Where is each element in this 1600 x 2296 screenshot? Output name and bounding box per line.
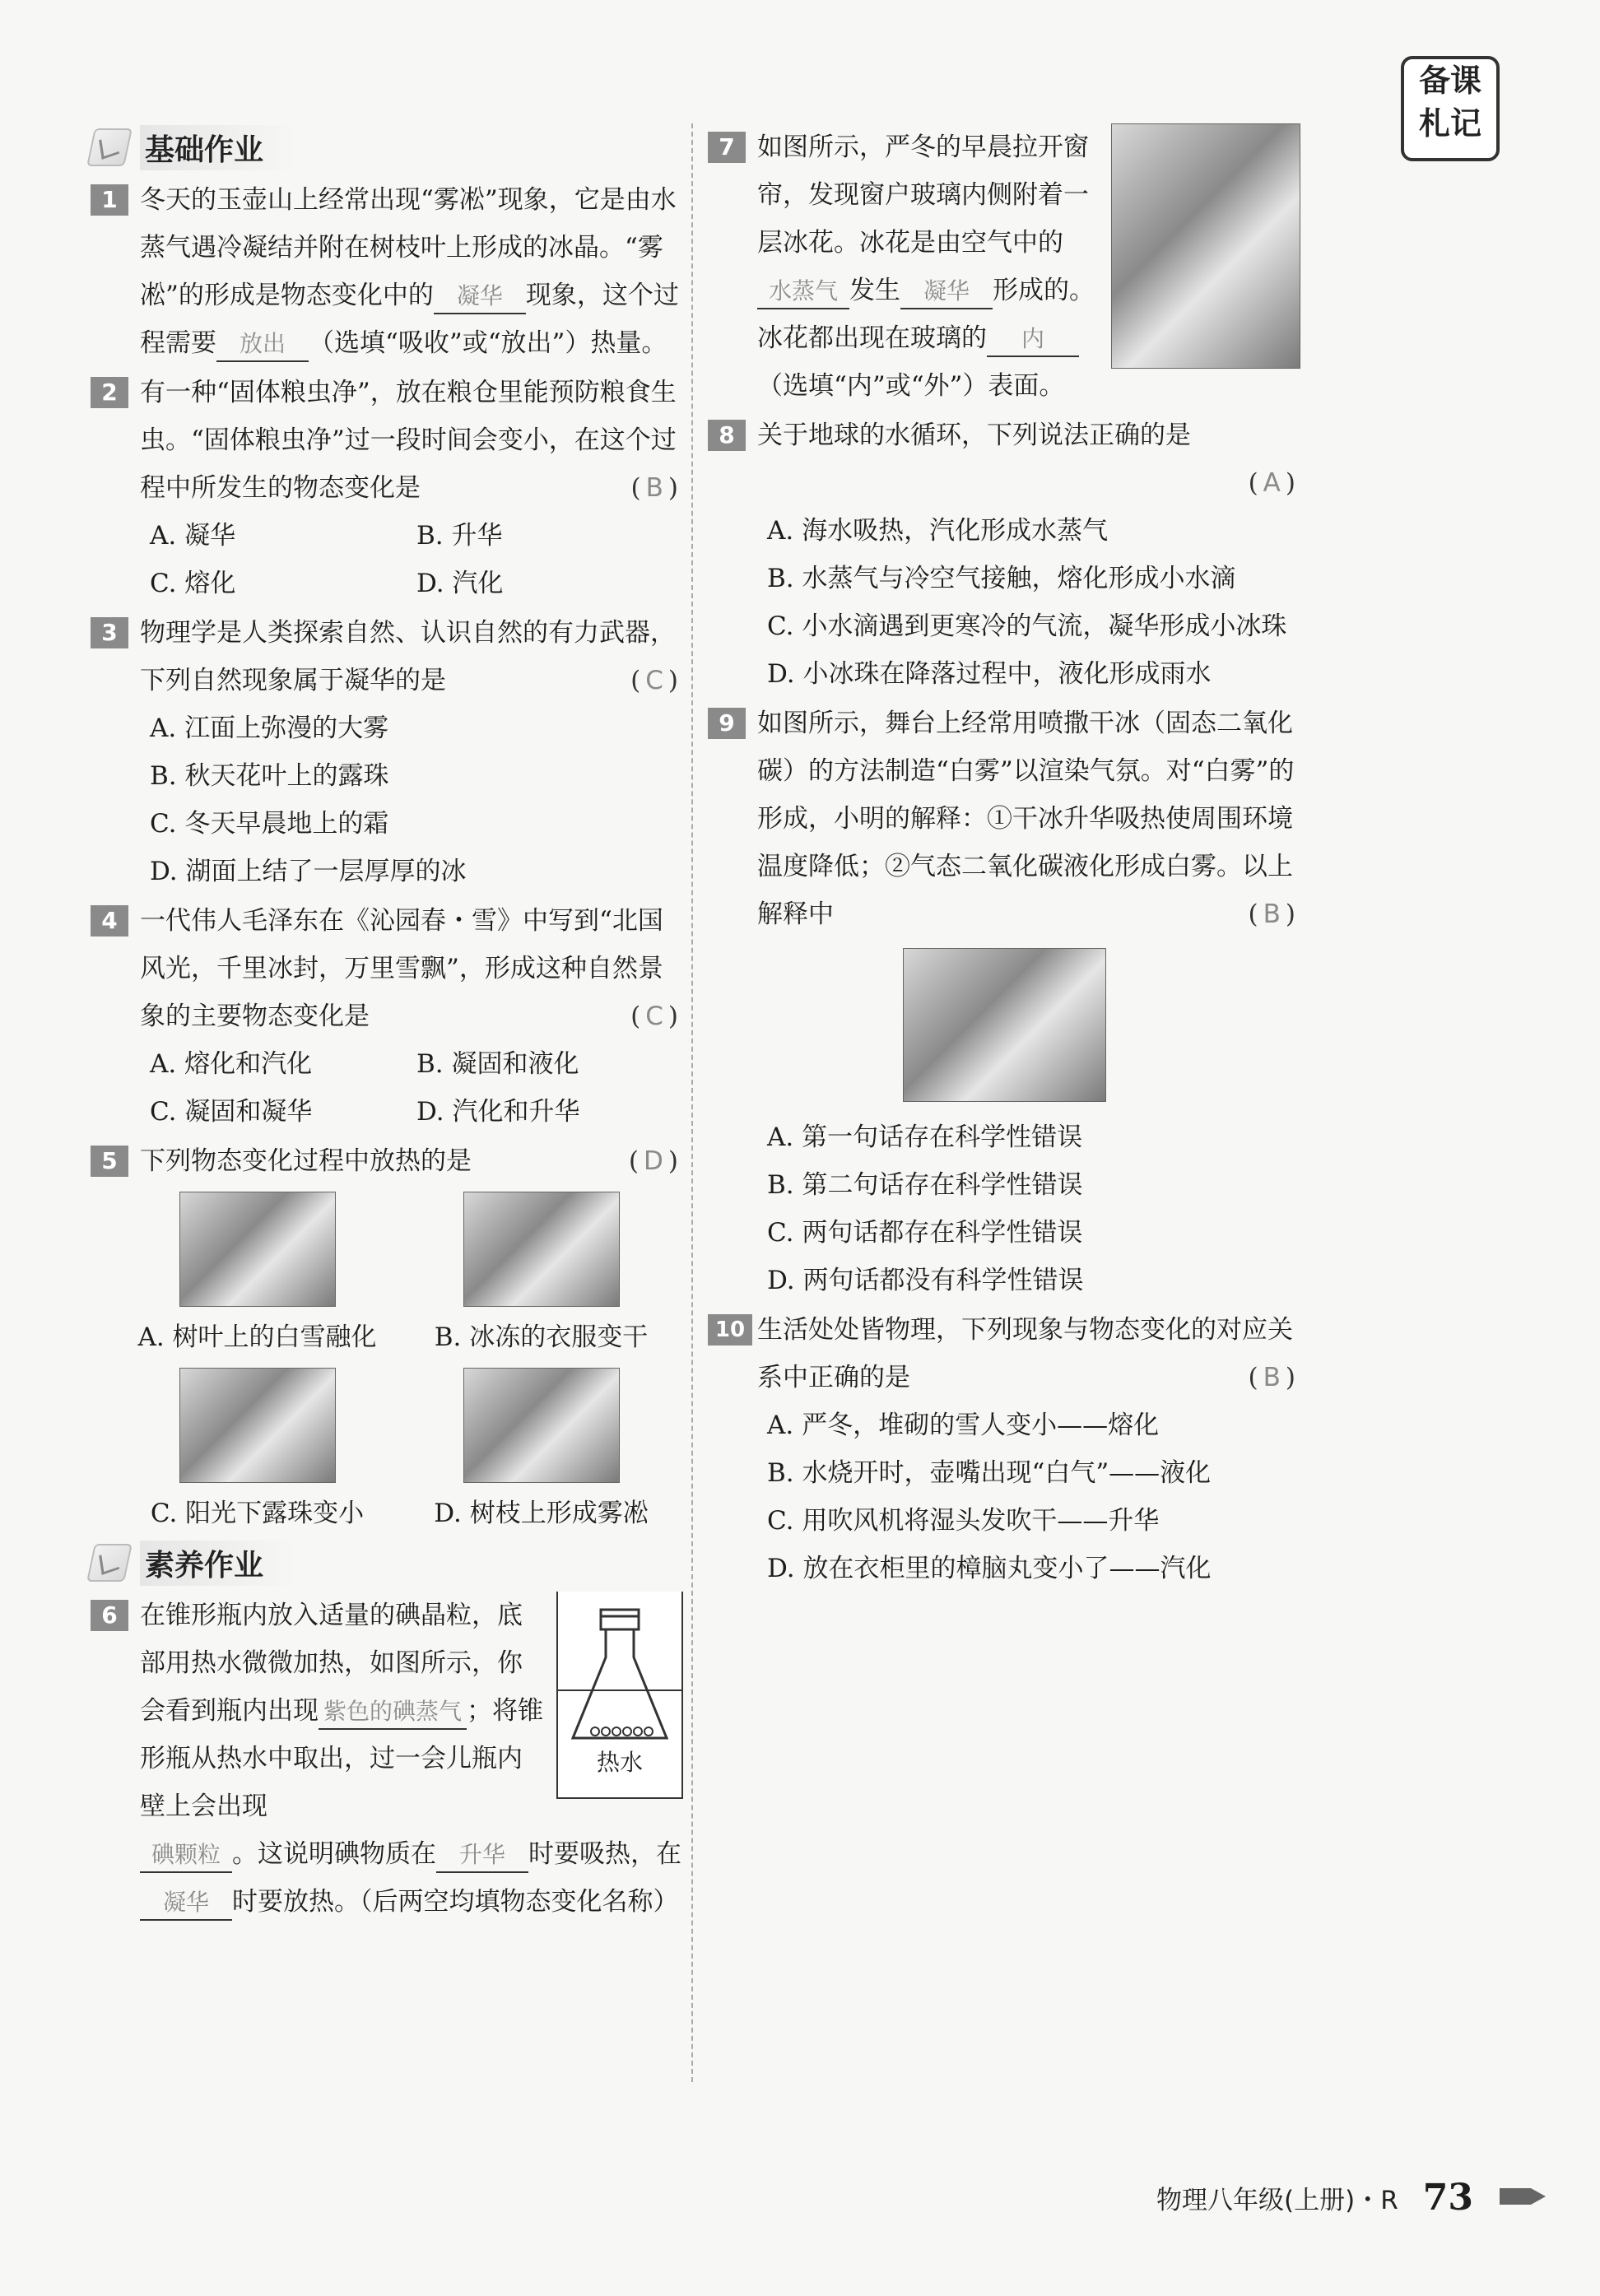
answer-choice: A [1263,468,1286,498]
option-a: A. 熔化和汽化 [150,1049,313,1079]
question-number: 7 [708,132,746,163]
answer-paren: (C) [630,666,683,695]
answer-paren: (B) [1248,1363,1300,1392]
pencil-icon [86,1544,133,1582]
question-text: 关于地球的水循环，下列说法正确的是 [757,421,1191,450]
option-a: A. 严冬，堆砌的雪人变小——熔化 [767,1411,1160,1440]
option-b: B. 第二句话存在科学性错误 [767,1170,1083,1200]
option-b: B. 冰冻的衣服变干 [434,1322,649,1352]
question-number: 10 [708,1314,752,1346]
section-literacy [91,1539,683,1587]
answer-blank: 凝华 [900,275,993,309]
answer-choice: D [644,1146,668,1176]
hot-water-label: 热水 [596,1749,643,1776]
rime-branches-photo [463,1368,620,1483]
answer-choice: B [1263,1363,1286,1392]
arrow-icon [1498,2177,1547,2218]
question-2 [91,369,683,607]
question-number: 1 [91,184,128,216]
answer-blank: 紫色的碘蒸气 [319,1695,467,1730]
answer-paren: (D) [628,1146,683,1176]
question-6 [91,1592,683,1926]
question-3 [91,609,683,895]
question-9 [708,699,1300,1304]
snow-leaves-photo [179,1192,336,1307]
question-8 [708,411,1300,698]
question-text: 下列物态变化过程中放热的是 [140,1146,472,1176]
question-text: （选填“内”或“外”）表面。 [757,371,1065,401]
question-text: 时要放热。（后两空均填物态变化名称） [232,1887,679,1917]
option-d: D. 放在衣柜里的樟脑丸变小了——汽化 [767,1554,1212,1583]
answer-blank: 水蒸气 [757,275,849,309]
option-c: C. 阳光下露珠变小 [150,1499,365,1528]
question-1 [91,176,683,367]
option-b: B. 水蒸气与冷空气接触，熔化形成小水滴 [767,564,1236,593]
answer-blank: 凝华 [434,280,526,314]
question-4 [91,897,683,1136]
option-d: D. 树枝上形成雾凇 [434,1499,649,1528]
badge-line-1: 备课 [1418,63,1481,99]
answer-blank: 升华 [436,1838,528,1873]
question-text: 如图所示，严冬的早晨拉开窗帘，发现窗户玻璃内侧附着一层冰花。冰花是由空气中的 [757,132,1089,258]
answer-choice: B [1263,899,1286,929]
option-b: B. 水烧开时，壶嘴出现“白气”——液化 [767,1458,1212,1488]
answer-paren: (B) [1248,899,1300,929]
question-number: 9 [708,708,746,739]
flask-figure [556,1592,683,1799]
option-b: B. 秋天花叶上的露珠 [150,761,389,791]
question-number: 5 [91,1146,128,1177]
option-b: B. 凝固和液化 [416,1049,579,1079]
question-text: 有一种“固体粮虫净”，放在粮仓里能预防粮食生虫。“固体粮虫净”过一段时间会变小，在这个过程中所发生的物态变化是 [140,378,677,503]
answer-choice: C [645,666,668,695]
question-text: 一代伟人毛泽东在《沁园春・雪》中写到“北国风光，千里冰封，万里雪飘”，形成这种自然景象的主要物态变化是 [140,906,663,1031]
frozen-clothes-photo [463,1192,620,1307]
question-text: 在锥形瓶内放入适量的碘晶粒，底部用热水微微加热，如图所示，你会看到瓶内出现 [140,1601,523,1726]
option-c: C. 用吹风机将湿头发吹干——升华 [767,1506,1160,1536]
option-a: A. 凝华 [150,521,236,551]
answer-paren: (C) [630,1002,683,1031]
question-text: 生活处处皆物理，下列现象与物态变化的对应关系中正确的是 [757,1315,1293,1392]
question-5 [91,1137,683,1537]
question-text: 发生 [849,276,900,305]
question-number: 8 [708,420,746,451]
option-b: B. 升华 [416,521,503,551]
section-title-literacy: 素养作业 [140,1541,296,1586]
option-d: D. 两句话都没有科学性错误 [767,1266,1084,1295]
page-footer [1053,2168,1547,2226]
question-text: （选填“吸收”或“放出”）热量。 [309,328,667,358]
question-number: 3 [91,617,128,648]
badge-line-2: 札记 [1418,105,1481,142]
answer-paren: (B) [630,473,683,503]
answer-blank: 凝华 [140,1886,232,1921]
answer-blank: 放出 [216,328,309,362]
option-c: C. 冬天早晨地上的霜 [150,809,389,839]
option-a: A. 海水吸热，汽化形成水蒸气 [767,516,1109,546]
question-10 [708,1306,1300,1592]
question-7 [708,123,1300,410]
answer-choice: C [645,1002,668,1031]
question-text: ；将锥形瓶从热水中取出，过一会儿瓶内壁上会出现 [140,1696,544,1821]
option-a: A. 江面上弥漫的大雾 [150,713,389,743]
section-title-basic: 基础作业 [140,125,296,170]
section-basic [91,123,683,171]
pencil-icon [86,128,133,166]
option-a: A. 树叶上的白雪融化 [137,1322,377,1352]
option-d: D. 湖面上结了一层厚厚的冰 [150,857,467,886]
option-c: C. 熔化 [150,569,236,598]
answer-blank: 内 [987,323,1079,357]
notes-badge [1401,56,1500,161]
option-c: C. 小水滴遇到更寒冷的气流，凝华形成小冰珠 [767,611,1287,641]
dew-drops-photo [179,1368,336,1483]
option-a: A. 第一句话存在科学性错误 [767,1122,1083,1152]
question-text: 形成的。冰花都出现在玻璃的 [757,276,1095,353]
stage-fog-photo [903,948,1106,1102]
question-text: 物理学是人类探索自然、认识自然的有力武器，下列自然现象属于凝华的是 [140,618,676,695]
option-c: C. 凝固和凝华 [150,1097,313,1127]
column-divider [691,123,693,2082]
answer-paren: (A) [1248,468,1300,498]
answer-blank: 碘颗粒 [140,1838,232,1873]
question-number: 6 [91,1600,128,1631]
option-d: D. 小冰珠在降落过程中，液化形成雨水 [767,659,1212,689]
footer-subject: 物理八年级(上册)・R [1156,2185,1398,2215]
page-number: 73 [1422,2176,1473,2219]
question-text: 。这说明碘物质在 [232,1839,436,1869]
question-text: 现象，这个过程需要 [140,281,679,358]
question-number: 2 [91,377,128,408]
left-column [91,123,683,1927]
option-d: D. 汽化 [416,569,504,598]
question-text: 冬天的玉壶山上经常出现“雾凇”现象，它是由水蒸气遇冷凝结并附在树枝叶上形成的冰晶。“雾凇”的形成是物态变化中的 [140,185,677,310]
question-text: 时要吸热，在 [528,1839,681,1869]
ice-flower-photo [1111,123,1300,369]
option-d: D. 汽化和升华 [416,1097,580,1127]
answer-choice: B [645,473,668,503]
question-number: 4 [91,905,128,937]
right-column [708,123,1300,1594]
question-text: 如图所示，舞台上经常用喷撒干冰（固态二氧化碳）的方法制造“白雾”以渲染气氛。对“白雾”的形成，小明的解释：①干冰升华吸热使周围环境温度降低；②气态二氧化碳液化形成白雾。以上解释中 [757,709,1295,929]
option-c: C. 两句话都存在科学性错误 [767,1218,1083,1248]
